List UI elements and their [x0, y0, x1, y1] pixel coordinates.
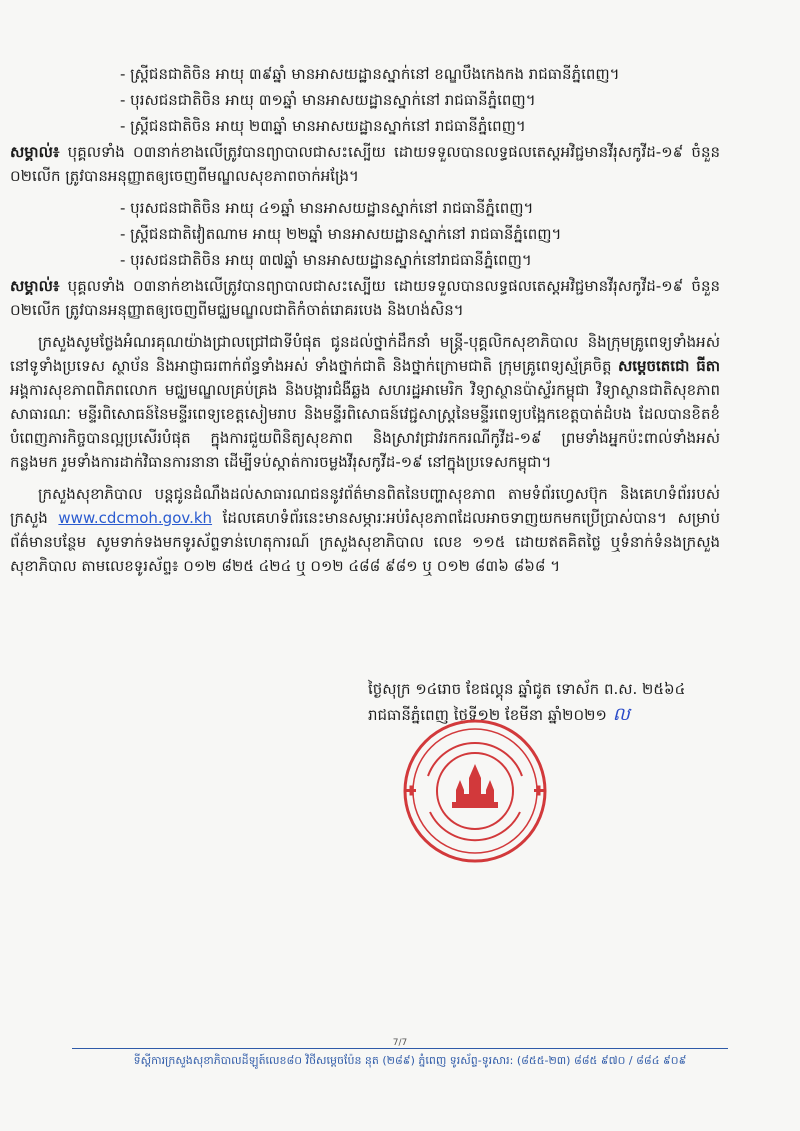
- ministry-seal-stamp: [400, 716, 550, 866]
- list-item: - បុរសជនជាតិចិន អាយុ ៣៧ឆ្នាំ មានអាសយដ្ឋានស្នាក់នៅរាជធានីភ្នំពេញ។: [120, 251, 532, 269]
- info-text-end: ដែលគេហទំព័រនេះមានសម្ភារៈអប់រំសុខភាពដែលអាចទាញយកមកប្រើប្រាស់បាន។ សម្រាប់ព័ត៌មានបន្ថែម សូមទាក់ទងមកទូរស័ព្ទទាន់ហេតុការណ៍ ក្រសួងសុខាភិបាល លេខ ១១៥ ដោយឥតគិតថ្លៃ ឬទំនាក់ទំនងក្រសួងសុខាភិបាល តាមលេខទូរស័ព្ទ៖ ០១២ ៨២៥ ៤២៤ ឬ ០១២ ៤៨៨ ៩៨១ ឬ ០១២ ៨៣៦ ៨៦៨ ។: [10, 509, 720, 575]
- list-item: - ស្ត្រីជនជាតិចិន អាយុ ២៣ឆ្នាំ មានអាសយដ្ឋានស្នាក់នៅ រាជធានីភ្នំពេញ។: [120, 117, 526, 135]
- website-link[interactable]: www.cdcmoh.gov.kh: [58, 509, 213, 527]
- note-paragraph-1: [10, 140, 720, 188]
- thanks-text-end: អង្គការសុខភាពពិភពលោក មជ្ឈមណ្ឌលគ្រប់គ្រង និងបង្ការជំងឺឆ្លង សហរដ្ឋអាមេរិក វិទ្យាស្ថានប៉ាស្ទ័រកម្ពុជា វិទ្យាស្ថានជាតិសុខភាពសាធារណៈ មន្ទីរពិសោធន៍នៃមន្ទីរពេទ្យខេត្តសៀមរាប និងមន្ទីរពិសោធន៍វេជ្ជសាស្ត្រនៃមន្ទីរពេទ្យបង្អែកខេត្តបាត់ដំបង ដែលបានខិតខំបំពេញភារកិច្ចបានល្អប្រសើរបំផុត ក្នុងការជួយពិនិត្យសុខភាព និងស្រាវជ្រាវរកករណីកូវីដ-១៩ ព្រមទាំងអ្នកប៉ះពាល់ទាំងអស់កន្លងមក រួមទាំងការដាក់វិធានការនានា ដើម្បីទប់ស្កាត់ការចម្លងវីរុសកូវីដ-១៩ នៅក្នុងប្រទេសកម្ពុជា។: [10, 381, 720, 471]
- list-item: - បុរសជនជាតិចិន អាយុ ៤១ឆ្នាំ មានអាសយដ្ឋានស្នាក់នៅ រាជធានីភ្នំពេញ។: [120, 199, 534, 217]
- thanks-paragraph: [10, 330, 720, 474]
- list-item: - ស្ត្រីជនជាតិចិន អាយុ ៣៩ឆ្នាំ មានអាសយដ្ឋានស្នាក់នៅ ខណ្ឌបឹងកេងកង រាជធានីភ្នំពេញ។: [120, 65, 620, 83]
- note-text: បុគ្គលទាំង ០៣នាក់ខាងលើត្រូវបានព្យាបាលជាសះស្បើយ ដោយទទួលបានលទ្ធផលតេស្តអវិជ្ជមានវីរុសកូវីដ-១៩ ចំនួន ០២លើក ត្រូវបានអនុញ្ញាតឲ្យចេញពីមណ្ឌលសុខភាពចាក់អង្រែ។: [10, 143, 720, 185]
- case-list-1: [120, 62, 720, 138]
- lunar-date: ថ្ងៃសុក្រ ១៤រោច ខែផល្គុន ឆ្នាំជូត ទោស័ក ព.ស. ២៥៦៤: [368, 680, 686, 698]
- note-label: សម្គាល់៖: [10, 143, 60, 161]
- note-label: សម្គាល់៖: [10, 277, 60, 295]
- footer-divider: [72, 1048, 728, 1049]
- info-text-start: ក្រសួងសុខាភិបាល បន្តជូនដំណឹងដល់សាធារណជននូវព័ត៌មានពិតនៃបញ្ហាសុខភាព តាមទំព័រហ្វេសប៊ុក និងគេហទំព័ររបស់ក្រសួង: [10, 485, 720, 527]
- footer-address: ទីស្តីការក្រសួងសុខាភិបាលដីឡូត៍លេខ៨០ វិថីសម្តេចប៉ែន នុត (២៨៩) ភ្នំពេញ ទូរស័ព្ទ-ទូរសារ: (៨៥៥-២៣) ៨៨៥ ៩៧០ / ៨៨៤ ៩០៩: [133, 1054, 687, 1067]
- list-item: - បុរសជនជាតិចិន អាយុ ៣១ឆ្នាំ មានអាសយដ្ឋានស្នាក់នៅ រាជធានីភ្នំពេញ។: [120, 91, 536, 109]
- note-paragraph-2: [10, 274, 720, 322]
- case-list-2: [120, 196, 720, 272]
- signature-mark: ល: [612, 704, 630, 725]
- thanks-bold-name: សម្តេចតេជោ ធីតា: [617, 357, 721, 375]
- page-number: 7/7: [392, 1038, 408, 1048]
- info-paragraph: [10, 482, 720, 578]
- temple-icon: [452, 764, 498, 808]
- document-body: [10, 62, 721, 578]
- thanks-text-start: ក្រសួងសូមថ្លែងអំណរគុណយ៉ាងជ្រាលជ្រៅជាទីបំផុត ជូនដល់ថ្នាក់ដឹកនាំ មន្ត្រី-បុគ្គលិកសុខាភិបាល និងក្រុមគ្រូពេទ្យទាំងអស់នៅទូទាំងប្រទេស ស្ថាប័ន និងអាជ្ញាធរពាក់ព័ន្ធទាំងអស់ ទាំងថ្នាក់ជាតិ និងថ្នាក់ក្រោមជាតិ ក្រុមគ្រូពេទ្យស្ម័គ្រចិត្ត: [10, 333, 720, 375]
- note-text: បុគ្គលទាំង ០៣នាក់ខាងលើត្រូវបានព្យាបាលជាសះស្បើយ ដោយទទួលបានលទ្ធផលតេស្តអវិជ្ជមានវីរុសកូវីដ-១៩ ចំនួន ០២លើក ត្រូវបានអនុញ្ញាតឲ្យចេញពីមជ្ឈមណ្ឌលជាតិកំចាត់រោគរបេង និងហង់សិន។: [10, 277, 720, 319]
- list-item: - ស្ត្រីជនជាតិវៀតណាម អាយុ ២២ឆ្នាំ មានអាសយដ្ឋានស្នាក់នៅ រាជធានីភ្នំពេញ។: [120, 225, 562, 243]
- gregorian-date-text: រាជធានីភ្នំពេញ ថ្ងៃទី១២ ខែមីនា ឆ្នាំ២០២១: [368, 706, 607, 724]
